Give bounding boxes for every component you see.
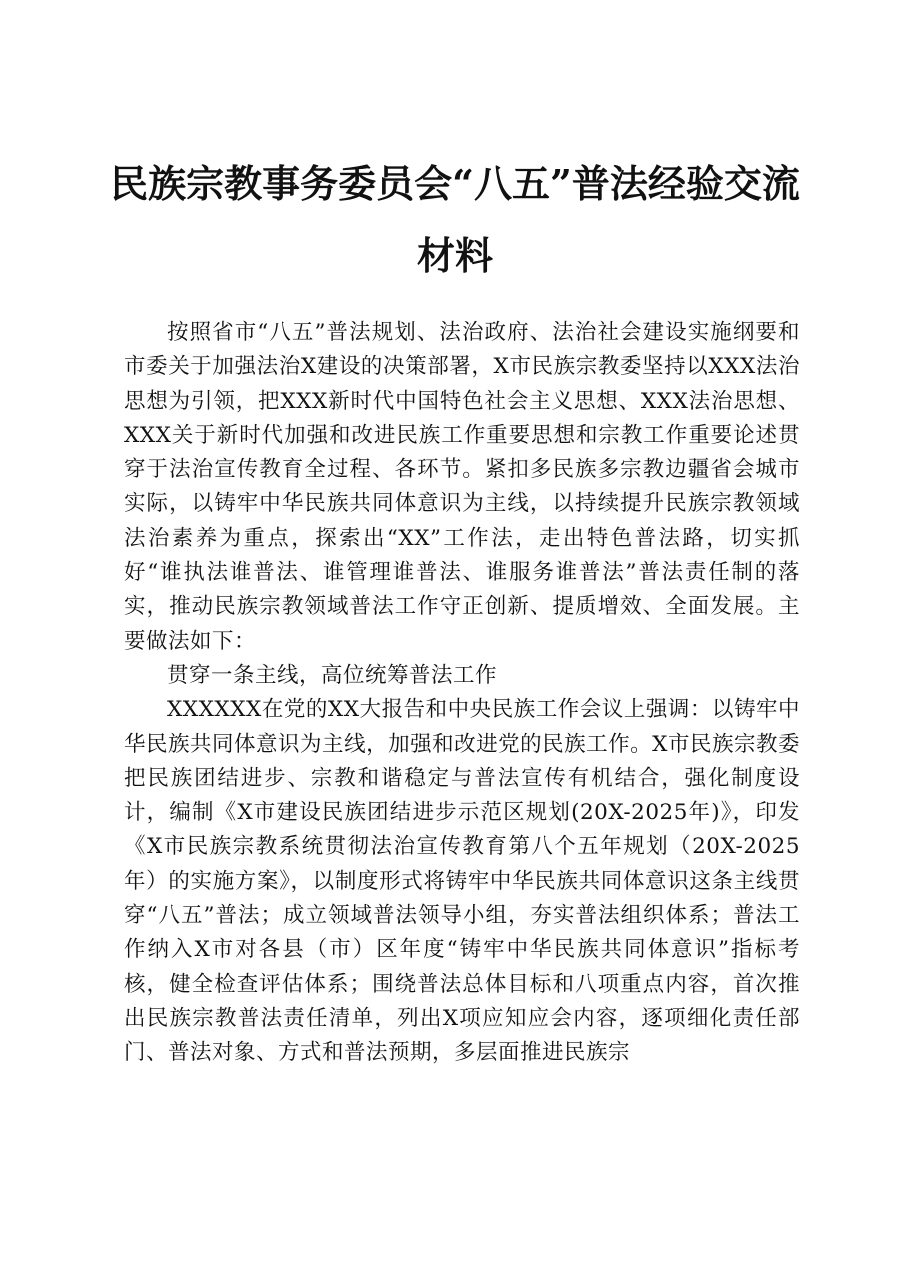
section-heading: 贯穿一条主线，高位统筹普法工作 bbox=[167, 662, 498, 688]
section-paragraph: XXXXXX在党的XX大报告和中央民族工作会议上强调：以铸牢中华民族共同体意识为主线，加强和改进党的民族工作。X市民族宗教委把民族团结进步、宗教和谐稳定与普法宣传有机结合，强化制度设计，编制《X市建设民族团结进步示范区规划(20X-2025年)》，印发《X市民族宗教系统贯彻法治宣传教育第八个五年规划（20X-2025年）的实施方案》，以制度形式将铸牢中华民族共同体意识这条主线贯穿“八五”普法；成立领域普法领导小组，夯实普法组织体系；普法工作纳入X市对各县（市）区年度“铸牢中华民族共同体意识”指标考核，健全检查评估体系；围绕普法总体目标和八项重点内容，首次推出民族宗教普法责任清单，列出X项应知应会内容，逐项细化责任部门、普法对象、方式和普法预期，多层面推进民族宗 bbox=[124, 697, 800, 1066]
document-title: 民族宗教事务委员会“八五”普法经验交流材料 bbox=[110, 161, 800, 278]
intro-paragraph: 按照省市“八五”普法规划、法治政府、法治社会建设实施纲要和市委关于加强法治X建设的决策部署，X市民族宗教委坚持以XXX法治思想为引领，把XXX新时代中国特色社会主义思想、XXX法治思想、XXX关于新时代加强和改进民族工作重要思想和宗教工作重要论述贯穿于法治宣传教育全过程、各环节。紧扣多民族多宗教边疆省会城市实际，以铸牢中华民族共同体意识为主线，以持续提升民族宗教领域法治素养为重点，探索出“XX”工作法，走出特色普法路，切实抓好“谁执法谁普法、谁管理谁普法、谁服务谁普法”普法责任制的落实，推动民族宗教领域普法工作守正创新、提质增效、全面发展。主要做法如下： bbox=[124, 320, 800, 654]
document-body bbox=[124, 316, 800, 1071]
